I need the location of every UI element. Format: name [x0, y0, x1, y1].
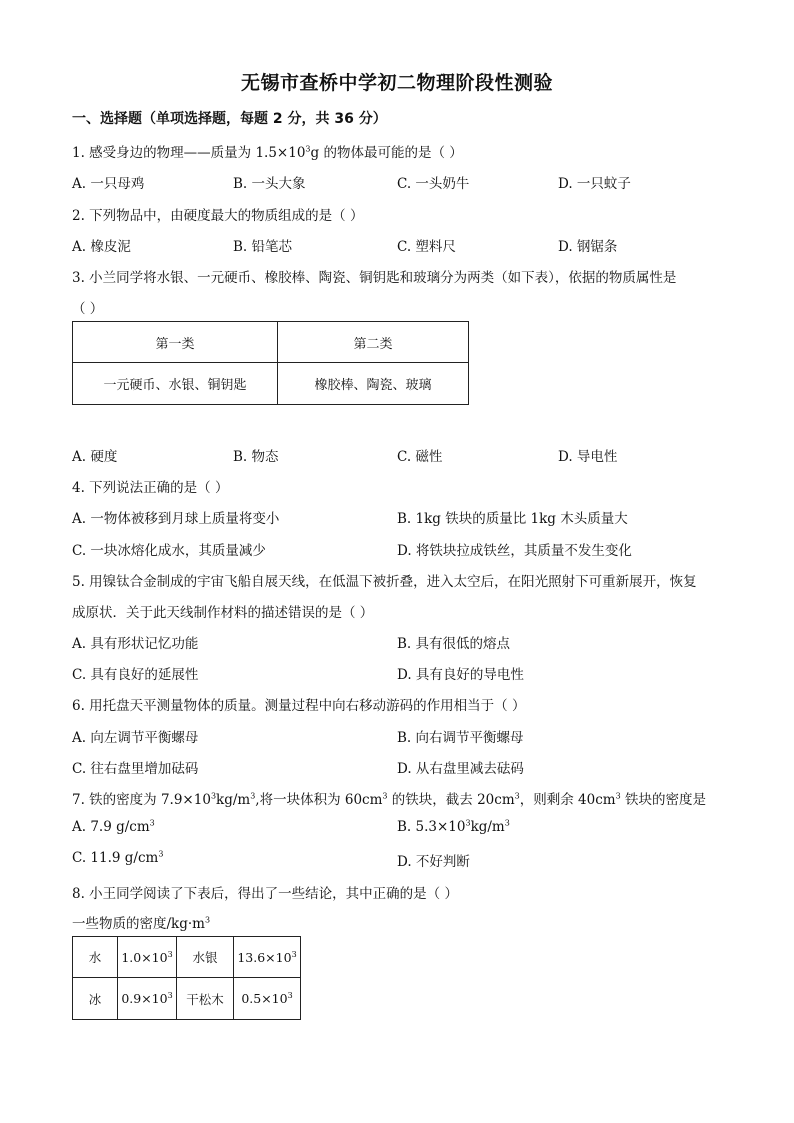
q2-option-c[interactable]: C. 塑料尺 [397, 239, 456, 255]
q5-option-b[interactable]: B. 具有很低的熔点 [397, 636, 511, 652]
q2-option-a[interactable]: A. 橡皮泥 [72, 239, 131, 255]
table-cell: 水 [73, 937, 118, 978]
q5-option-a[interactable]: A. 具有形状记忆功能 [72, 636, 199, 652]
q5-option-c[interactable]: C. 具有良好的延展性 [72, 667, 199, 683]
question-7-stem: 7. 铁的密度为 $7.9\times 10^3kg/m^3$,将一块体积为 $60cm^3$ 的铁块，截去 $20cm^3$，则剩余 $40cm^3$ 铁块的密度是 [72, 791, 706, 808]
table-cell: $0.5\times 10^3$ [234, 978, 301, 1020]
table-cell: 干松木 [177, 978, 234, 1020]
question-1-stem: 1. 感受身边的物理——质量为 $1.5\times 10^3g$ 的物体最可能的是（ ） [72, 144, 463, 161]
table-cell: 水银 [177, 937, 234, 978]
question-6-stem: 6. 用托盘天平测量物体的质量。测量过程中向右移动游码的作用相当于（ ） [72, 698, 526, 714]
q6-option-d[interactable]: D. 从右盘里减去砝码 [397, 761, 524, 777]
q7-option-a[interactable]: A. 7.9 $g/cm^3$ [72, 818, 155, 835]
table-header-cell: 第一类 [73, 322, 278, 363]
q1-option-d[interactable]: D. 一只蚊子 [558, 176, 631, 192]
q7-option-d[interactable]: D. 不好判断 [397, 854, 470, 870]
q1-option-a[interactable]: A. 一只母鸡 [72, 176, 145, 192]
table-cell: 橡胶棒、陶瓷、玻璃 [278, 363, 469, 405]
page-title: 无锡市查桥中学初二物理阶段性测验 [240, 72, 553, 94]
table-cell: 冰 [73, 978, 118, 1020]
q7-option-c[interactable]: C. 11.9 $g/cm^3$ [72, 849, 164, 866]
q7-option-b[interactable]: B. $5.3\times 10^3kg/m^3$ [397, 818, 510, 835]
q6-option-a[interactable]: A. 向左调节平衡螺母 [72, 730, 199, 746]
q3-option-b[interactable]: B. 物态 [233, 449, 279, 465]
q2-option-b[interactable]: B. 铅笔芯 [233, 239, 293, 255]
table-cell: 一元硬币、水银、铜钥匙 [73, 363, 278, 405]
section-heading: 一、选择题（单项选择题，每题 2 分，共 36 分） [72, 111, 387, 127]
q2-option-d[interactable]: D. 钢锯条 [558, 239, 618, 255]
question-3-stem: 3. 小兰同学将水银、一元硬币、橡胶棒、陶瓷、铜钥匙和玻璃分为两类（如下表），依据的物质属性是 [72, 270, 677, 286]
question-8-stem: 8. 小王同学阅读了下表后，得出了一些结论，其中正确的是（ ） [72, 886, 458, 902]
q5-option-d[interactable]: D. 具有良好的导电性 [397, 667, 524, 683]
density-table [72, 936, 301, 1020]
q4-option-d[interactable]: D. 将铁块拉成铁丝，其质量不发生变化 [397, 543, 632, 559]
q3-option-a[interactable]: A. 硬度 [72, 449, 118, 465]
question-2-stem: 2. 下列物品中，由硬度最大的物质组成的是（ ） [72, 208, 364, 224]
q4-option-b[interactable]: B. 1kg 铁块的质量比 1kg 木头质量大 [397, 511, 628, 527]
table-cell: $13.6\times 10^3$ [234, 937, 301, 978]
question-3-stem-cont: （ ） [72, 301, 104, 317]
q3-option-c[interactable]: C. 磁性 [397, 449, 443, 465]
classification-table [72, 321, 469, 405]
q3-option-d[interactable]: D. 导电性 [558, 449, 618, 465]
question-5-stem-cont: 成原状．关于此天线制作材料的描述错误的是（ ） [72, 605, 374, 621]
question-5-stem: 5. 用镍钛合金制成的宇宙飞船自展天线，在低温下被折叠，进入太空后，在阳光照射下可重新展开，恢复 [72, 574, 697, 590]
q4-option-a[interactable]: A. 一物体被移到月球上质量将变小 [72, 511, 280, 527]
density-table-caption: 一些物质的密度$/kg\cdot m^3$ [72, 915, 211, 932]
q6-option-b[interactable]: B. 向右调节平衡螺母 [397, 730, 524, 746]
question-4-stem: 4. 下列说法正确的是（ ） [72, 480, 229, 496]
q6-option-c[interactable]: C. 往右盘里增加砝码 [72, 761, 199, 777]
table-header-cell: 第二类 [278, 322, 469, 363]
q1-option-b[interactable]: B. 一头大象 [233, 176, 306, 192]
table-cell: $1.0\times 10^3$ [118, 937, 177, 978]
q1-option-c[interactable]: C. 一头奶牛 [397, 176, 470, 192]
q4-option-c[interactable]: C. 一块冰熔化成水，其质量减少 [72, 543, 266, 559]
table-cell: $0.9\times 10^3$ [118, 978, 177, 1020]
